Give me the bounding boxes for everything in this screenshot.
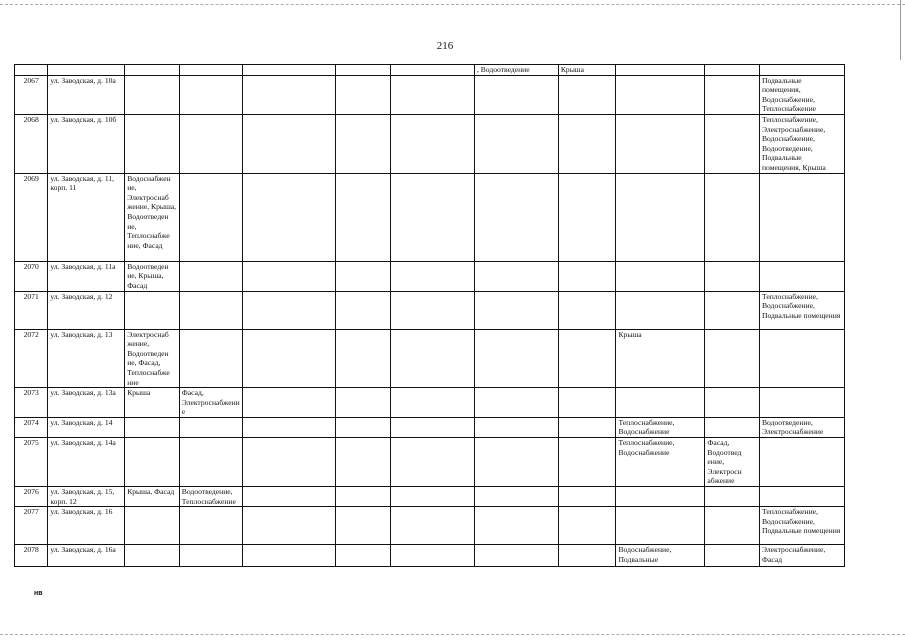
table-cell — [474, 545, 558, 567]
table-cell — [243, 388, 336, 418]
table-cell — [243, 75, 336, 114]
table-cell — [179, 75, 243, 114]
table-cell — [705, 487, 760, 507]
table-cell — [759, 487, 844, 507]
header-cell — [15, 65, 48, 76]
table-cell — [391, 417, 475, 437]
header-cell — [243, 65, 336, 76]
row-number-cell: 2070 — [15, 261, 48, 291]
table-cell — [336, 388, 391, 418]
table-cell — [474, 114, 558, 173]
table-cell — [474, 291, 558, 329]
table-cell: Фасад, Водоотвед ение, Электросн абжение — [705, 438, 760, 487]
table-cell: Подвальные помещения, Водоснабжение, Теплоснабжение — [759, 75, 844, 114]
table-cell — [125, 417, 180, 437]
table-cell — [243, 417, 336, 437]
table-cell — [243, 173, 336, 261]
table-cell — [391, 291, 475, 329]
header-cell — [705, 65, 760, 76]
table-cell — [558, 417, 616, 437]
table-cell — [243, 329, 336, 388]
table-cell — [474, 487, 558, 507]
table-cell — [336, 438, 391, 487]
table-cell — [391, 487, 475, 507]
table-cell — [179, 329, 243, 388]
table-cell — [474, 388, 558, 418]
table-cell — [705, 545, 760, 567]
table-cell — [705, 75, 760, 114]
table-row — [15, 114, 845, 173]
table-cell: Водоотведение, Электроснабжение — [759, 417, 844, 437]
table-cell — [616, 291, 705, 329]
table-row — [15, 261, 845, 291]
table-cell — [336, 417, 391, 437]
table-cell — [243, 261, 336, 291]
table-cell — [391, 173, 475, 261]
header-cell — [125, 65, 180, 76]
scan-edge-top — [0, 4, 905, 5]
table-cell — [705, 329, 760, 388]
table-cell — [705, 388, 760, 418]
table-cell: Водоснабжение, Подвальные — [616, 545, 705, 567]
table-cell — [243, 438, 336, 487]
register-table — [14, 64, 845, 567]
table-cell: Теплоснабжение, Водоснабжение — [616, 438, 705, 487]
header-cell: Крыша — [558, 65, 616, 76]
row-number-cell: 2071 — [15, 291, 48, 329]
table-cell: Водоснабжен ие, Электроснаб жение, Крыша, Водоотведен ие, Теплоснабже ние, Фасад — [125, 173, 180, 261]
table-cell: Теплоснабжение, Водоснабжение, Подвальные помещения — [759, 291, 844, 329]
table-cell — [125, 114, 180, 173]
table-cell — [558, 75, 616, 114]
scan-edge-right — [900, 0, 901, 60]
table-cell — [243, 487, 336, 507]
table-cell — [179, 261, 243, 291]
table-row — [15, 545, 845, 567]
table-cell — [759, 388, 844, 418]
table-row — [15, 388, 845, 418]
scan-edge-bottom — [0, 634, 905, 635]
table-cell — [179, 438, 243, 487]
address-cell: ул. Заводская, д. 14 — [48, 417, 125, 437]
table-cell — [243, 545, 336, 567]
address-cell: ул. Заводская, д. 13 — [48, 329, 125, 388]
row-number-cell: 2074 — [15, 417, 48, 437]
header-cell — [336, 65, 391, 76]
table-cell — [558, 507, 616, 545]
table-cell — [558, 261, 616, 291]
header-cell — [616, 65, 705, 76]
table-cell — [616, 388, 705, 418]
table-cell — [179, 545, 243, 567]
table-cell — [336, 291, 391, 329]
table-cell — [558, 291, 616, 329]
table-row — [15, 487, 845, 507]
table-cell: Крыша, Фасад — [125, 487, 180, 507]
table-header-row — [15, 65, 845, 76]
table-cell — [705, 417, 760, 437]
row-number-cell: 2073 — [15, 388, 48, 418]
table-cell — [705, 291, 760, 329]
table-row — [15, 507, 845, 545]
table-cell — [391, 388, 475, 418]
table-cell: Водоотведение, Теплоснабжение — [179, 487, 243, 507]
table-cell — [705, 114, 760, 173]
table-cell — [391, 75, 475, 114]
address-cell: ул. Заводская, д. 11а — [48, 261, 125, 291]
header-cell — [759, 65, 844, 76]
header-cell: , Водоотведение — [474, 65, 558, 76]
table-row — [15, 438, 845, 487]
table-cell — [336, 173, 391, 261]
table-cell — [474, 173, 558, 261]
address-cell: ул. Заводская, д. 16а — [48, 545, 125, 567]
table-cell — [474, 329, 558, 388]
table-cell: Крыша — [125, 388, 180, 418]
table-cell — [474, 507, 558, 545]
table-cell — [336, 507, 391, 545]
table-cell — [616, 114, 705, 173]
table-cell — [616, 487, 705, 507]
table-cell — [391, 261, 475, 291]
table-cell — [474, 438, 558, 487]
table-cell — [179, 291, 243, 329]
table-cell — [474, 417, 558, 437]
table-cell — [759, 261, 844, 291]
table-cell — [558, 545, 616, 567]
table-cell: Фасад, Электроснабжение — [179, 388, 243, 418]
table-cell — [391, 329, 475, 388]
table-cell — [125, 75, 180, 114]
table-cell — [705, 507, 760, 545]
address-cell: ул. Заводская, д. 14а — [48, 438, 125, 487]
table-cell — [243, 507, 336, 545]
table-cell — [336, 545, 391, 567]
table-cell — [759, 329, 844, 388]
table-cell — [474, 75, 558, 114]
table-cell — [243, 291, 336, 329]
address-cell: ул. Заводская, д. 15, корп. 12 — [48, 487, 125, 507]
header-cell — [48, 65, 125, 76]
table-cell: Электроснабжение, Фасад — [759, 545, 844, 567]
table-cell — [616, 173, 705, 261]
table-cell — [558, 329, 616, 388]
row-number-cell: 2072 — [15, 329, 48, 388]
table-cell — [558, 438, 616, 487]
table-row — [15, 173, 845, 261]
table-cell — [125, 545, 180, 567]
table-cell — [336, 487, 391, 507]
table-cell — [558, 173, 616, 261]
table-cell — [336, 114, 391, 173]
table-cell — [616, 261, 705, 291]
table-cell — [391, 114, 475, 173]
table-row — [15, 291, 845, 329]
table-cell: Теплоснабжение, Водоснабжение — [616, 417, 705, 437]
table-cell — [705, 261, 760, 291]
header-cell — [391, 65, 475, 76]
address-cell: ул. Заводская, д. 10б — [48, 114, 125, 173]
table-cell — [391, 507, 475, 545]
table-cell — [474, 261, 558, 291]
table-cell — [391, 545, 475, 567]
row-number-cell: 2067 — [15, 75, 48, 114]
table-cell — [179, 173, 243, 261]
row-number-cell: 2068 — [15, 114, 48, 173]
table-row — [15, 75, 845, 114]
table-cell: Теплоснабжение, Водоснабжение, Подвальные помещения — [759, 507, 844, 545]
table-cell — [705, 173, 760, 261]
table-cell — [125, 291, 180, 329]
table-cell — [558, 487, 616, 507]
table-cell — [179, 114, 243, 173]
table-cell: Теплоснабжение, Электроснабжение, Водоснабжение, Водоотведение, Подвальные помещения, Крыша — [759, 114, 844, 173]
footnote-mark: нв — [34, 590, 43, 597]
page-number: 216 — [436, 40, 454, 52]
table-cell — [336, 75, 391, 114]
row-number-cell: 2069 — [15, 173, 48, 261]
address-cell: ул. Заводская, д. 16 — [48, 507, 125, 545]
address-cell: ул. Заводская, д. 10а — [48, 75, 125, 114]
table-cell: Электроснаб жение, Водоотведен ие, Фасад, Теплоснабже ние — [125, 329, 180, 388]
address-cell: ул. Заводская, д. 13а — [48, 388, 125, 418]
table-cell — [336, 261, 391, 291]
table-cell — [391, 438, 475, 487]
table-cell — [243, 114, 336, 173]
row-number-cell: 2077 — [15, 507, 48, 545]
address-cell: ул. Заводская, д. 11, корп. 11 — [48, 173, 125, 261]
row-number-cell: 2078 — [15, 545, 48, 567]
row-number-cell: 2075 — [15, 438, 48, 487]
row-number-cell: 2076 — [15, 487, 48, 507]
table-cell — [616, 507, 705, 545]
table-cell — [759, 173, 844, 261]
table-cell — [125, 507, 180, 545]
table-cell — [759, 438, 844, 487]
table-cell — [558, 388, 616, 418]
table-cell — [179, 417, 243, 437]
table-cell: Водоотведен ие, Крыша, Фасад — [125, 261, 180, 291]
table-cell — [616, 75, 705, 114]
table-cell — [336, 329, 391, 388]
header-cell — [179, 65, 243, 76]
table-cell — [558, 114, 616, 173]
table-cell: Крыша — [616, 329, 705, 388]
table-cell — [179, 507, 243, 545]
table-row — [15, 329, 845, 388]
address-cell: ул. Заводская, д. 12 — [48, 291, 125, 329]
table-cell — [125, 438, 180, 487]
table-row — [15, 417, 845, 437]
